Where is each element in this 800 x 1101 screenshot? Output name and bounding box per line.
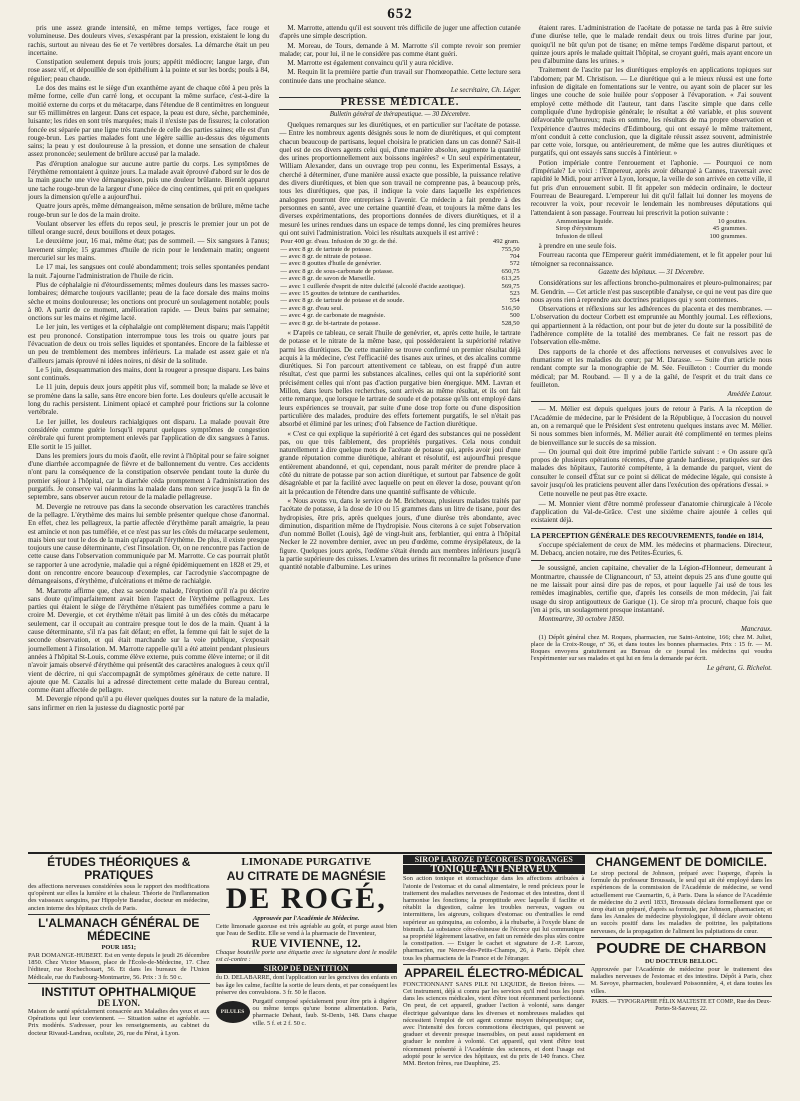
row-label: — avec 8 gr. d'eau seul. — [280, 304, 344, 312]
column-3 — [531, 24, 772, 850]
table-row — [279, 268, 520, 275]
paragraph: M. Marrotte est également convaincu qu'il y aura récidive. — [287, 59, 454, 68]
table-row — [279, 320, 520, 327]
section-subtitle: Bulletin général de thérapeutique. — 30 Décembre. — [329, 110, 471, 118]
section-title: PRESSE MÉDICALE. — [279, 97, 520, 109]
sirop-text: du D. DELABARRE, dont l'application sur les gencives des enfants en bas âge les calme, facilite la sortie de leurs dents, et par conséquent les préserve des convulsions. 3 fr. 50 le flacon. — [215, 974, 397, 996]
row-label: Sirop d'érysimum — [555, 225, 603, 233]
row-label: — avec 15 gouttes de teinture de cantharides. — [280, 289, 401, 297]
row-value: 528,50 — [501, 319, 520, 327]
ad-johnson — [591, 854, 773, 1097]
paragraph: Le 1er juillet, les douleurs rachialgiques ont disparu. La malade pouvait être considérée comme guérie lorsqu'il reparut quelques symptômes de congestion cérébrale qui furent promptement enlevés par l'application de dix sangsues à l'anus. Elle sortit le 15 juillet. — [28, 417, 270, 451]
paragraph: Potion impériale contre l'enrouement et l'aphonie. — Pourquoi ce nom d'impériale? Le voici : l'Empereur, après avoir débarqué à Cannes, traversait avec rapidité le Midi, pour arriver à Lyon, lorsque, la veille de son arrivée en cette ville, il fut pris d'un enrouement subit. Il fit appeler son médecin ordinaire, le docteur Fourreau de Beauregard. L'empereur lui dit qu'il fallait lui donner les moyens de recouvrer la voix, pour recevoir le lendemain les nombreuses députations qui l'attendaient à son passage. Fourreau lui prescrivit la potion suivante : — [530, 158, 772, 217]
row-value: 500 — [509, 312, 520, 320]
table-row — [279, 297, 520, 304]
table-row — [279, 275, 520, 282]
poudre-subtitle: DU DOCTEUR BELLOC. — [644, 957, 718, 965]
paragraph: Pas d'éruption analogue sur aucune autre partie du corps. Les symptômes de l'érythème remontaient à quinze jours. La malade avait éprouvé d'abord sur le dos de la main gauche une vive démangeaison, puis une douleur brûlante. Bientôt apparut une tache rouge-brun de la largeur d'une pièce de cinq centimes, qui prit en quelques jours la dimension qu'elle a aujourd'hui. — [28, 159, 270, 201]
divider — [531, 560, 772, 561]
table-row — [279, 238, 520, 245]
table-row — [279, 312, 520, 319]
row-label: — avec 8 gr. de savon de Marseille. — [280, 275, 375, 283]
row-value: 10 gouttes. — [717, 217, 747, 225]
paragraph: M. Marrotte, attendu qu'il est souvent très difficile de juger une affection cutanée d'après une simple description. — [279, 24, 521, 41]
paragraph: Quatre jours après, même démangeaison, même sensation de brûlure, même tache rouge-brun sur le dos de la main droite. — [28, 202, 270, 219]
page-number: 652 — [387, 6, 413, 22]
row-value: 755,50 — [501, 245, 520, 253]
row-value: 492 gram. — [492, 238, 520, 246]
paragraph: Le 17 mai, les sangsues ont coulé abondamment; trois selles spontanées pendant la nuit. J'ajourne l'administration de l'huile de ricin. — [28, 263, 270, 280]
row-label: — avec 8 gr. de tartrate de potasse. — [280, 245, 373, 253]
paragraph: « Nous avons vu, dans le service de M. Bricheteau, plusieurs malades traités par l'acétate de potasse, à la dose de 10 ou 15 grammes dans un litre de tisane, pour des hydropisies, être pris, après quelques jours, d'une diurèse très abondante, avec diminution, disparition même de l'hydropisie. Nous citerons à ce sujet l'observation d'un nommé Bollet (Louis), âgé de vingt-huit ans, ferblantier, qui entra à l'hôpital Necker le 22 novembre dernier, avec un peu d'œdème, comme érysipélateux, de la figure. Quelques jours après, l'œdème s'était étendu aux membres inférieurs jusqu'à la partie supérieure des cuisses. L'examen des urines fit reconnaître la présence d'une quantité notable d'albumine. Les urines — [279, 496, 521, 572]
gazette-subtitle: Gazette des hôpitaux. — 31 Décembre. — [598, 268, 705, 276]
paragraph: Observations et réflexions sur les adhérences du placenta et des membranes. — L'observation du docteur Corbett est empruntée au Monthly journal. Les réflexions, qui appartiennent à la rédaction, ont pour but de jeter du doute sur la possibilité de l'adhérence complète de la totalité des membranes. Ce fait ne ressort pas de l'observation elle-même. — [530, 305, 772, 347]
table-row — [279, 305, 520, 312]
paragraph: M. Marrotte affirme que, chez sa seconde malade, l'éruption qu'il n'a pu décrire sans doute qu'imparfaitement avait bien l'aspect de l'érythème pellagreux. Les parties qui étaient le siège de l'érythème n'étaient pas tuméfiées comme a paru le croire M. Devergie, et cet érythème n'était pas limité à un des côtés du métacarpe seulement, car il occupait au contraire presque tout le dos de la main. Quant à la cause déterminante, s'il n'a pas fait défaut; en effet, la femme qui fait le sujet de la seconde observation, et qui était marchande sur la voie publique, s'exposait journellement à l'insolation. M. Marrotte rappelle qu'il a été atteint pendant plusieurs années à l'hôpital St-Louis, comme élève externe, puis comme élève interne; or il dit n'avoir jamais observé d'érythème qui présentât des caractères analogues à ceux qu'il vient de décrire, ni qui s'accompagnât de symptômes généraux de cette nature. Il ajoute que M. Cazalis lui a adressé directement cette malade du Bureau central, comme étant affectée de pellagre. — [28, 586, 270, 695]
paragraph: M. Requin lit la première partie d'un travail sur l'homœopathie. Cette lecture sera continuée dans une prochaine séance. — [279, 68, 521, 85]
article-columns — [28, 24, 772, 850]
paragraph: « C'est ce qui explique la supériorité à cet égard des substances qui ne possèdent pas, ou que très faiblement, des propriétés purgatives. Cela nous conduit naturellement à dire quelque mots de l'acétate de potasse qui, après avoir joui d'une grande réputation comme diurétique, altérant et résolutif, est aujourd'hui presque entièrement abandonné, et qui, cependant, nous paraît mériter de prendre place à côté du nitrate de potasse par son action diurétique, et surtout par l'absence de goût désagréable et par la facilité avec laquelle on peut en élever la dose, pouvant qu'on ait la précaution de l'étendre dans une quantité suffisante de véhicule. — [279, 429, 521, 496]
pills-seal: PILULES DEHAUT — [216, 1001, 250, 1023]
institute-text: Maison de santé spécialement consacrée aux Maladies des yeux et aux Opérations qui leur conviennent. — Situation saine et agréable. — Prix modérés. S'adresser, pour les renseignements, au cabinet du docteur Rivaud-Landrau, oculiste, 26, rue du Pérat, à Lyon. — [28, 1008, 210, 1037]
paragraph: à prendre en une seule fois. — [538, 242, 617, 251]
paragraph: Le 1er juin, les vertiges et la céphalalgie ont complètement disparu; mais l'appétit est peu prononcé. Constipation interrompue tous les trois ou quatre jours par l'évacuation de deux ou trois selles liquides et spontanées. Encore de la faiblesse et un peu de tremblement des membres inférieurs. La malade est assez gaie et n'a d'ailleurs jamais éprouvé ni idées noires, ni désir de la solitude. — [28, 323, 270, 365]
news-item: — M. Mélier est depuis quelques jours de retour à Paris. A la réception de l'Académie de médecine, par le Président de la République, à l'occasion du nouvel an, on a remarqué que le Président s'est entretenu quelques instans avec M. Mélier. Si nous sommes bien informés, M. Mélier aurait été complimenté en termes pleins de bienveillance sur le succès de sa mission. — [530, 405, 772, 447]
paragraph: Traitement de l'ascite par les diurétiques employés en applications topiques sur l'abdomen; par M. Christison. — Le diurétique qui a le mieux réussi est une forte infusion de digitale en fomentations sur le ventre, ou ayant soin de placer sur les linges une couche de soie huilée pour s'opposer à l'évaporation. « J'ai souvent employé cette méthode dit l'auteur, tant dans l'ascite simple que dans celle compliquée d'une hydropisie générale; le résultat a été variable, et plus souvent défavorable qu'heureux; mais en somme, les résultats de ma propre observation et l'expérience d'autres médecins d'Edimbourg, qui ont essayé le même traitement, m'ont conduit à cette conclusion, que la digitale réussit assez souvent, administrée par cette voie, lorsque, ou antérieurement, de même que les autres diurétiques et purgatifs, qui ont essayés sans succès à l'intérieur. » — [530, 66, 772, 158]
ad-text: des affections nerveuses considérées sous le rapport des modifications qu'opèrent sur elles la lumière et la chaleur. Théorie de l'inflammation des vaisseaux sanguins, par Hippolyte Baraduc, docteur en médecine, ancien interne des hôpitaux civils de Paris. — [28, 883, 210, 912]
brand-name: DE ROGÉ, — [225, 882, 387, 915]
news-item: — On journal qui doit être imprimé publie l'article suivant : « On assure qu'à propos de plusieurs opérations récentes, d'une grande hardiesse, pratiquées sur des malades des hôpitaux, l'autorité compétente, à la demande du parquet, vient de consulter le conseil d'État sur ce point si délicat de médecine légale, qui consiste à savoir jusqu'où les praticiens peuvent aller dans l'exécution des opérations d'essai. » — [530, 447, 772, 490]
row-value: 516,50 — [501, 304, 520, 312]
divider — [531, 401, 772, 402]
almanac-year: POUR 1851; — [101, 943, 137, 951]
paragraph: Le deuxième jour, 16 mai, même état; pas de sommeil. — Six sangsues à l'anus; lavement simple; 15 grammes d'huile de ricin pour le lendemain matin; onguent mercuriel sur les mains. — [28, 237, 270, 263]
agency-title: LA PERCEPTION GÉNÉRALE DES RECOUVREMENTS, fondée en 1814, — [530, 531, 764, 540]
paragraph: Le 11 juin, depuis deux jours appétit plus vif, sommeil bon; la malade se lève et se promène dans la salle, sans être encore bien forte. Les douleurs qu'elle accusait le long du rachis persistent. Liniment opiacé et camphré pour frictions sur la colonne vertébrale. — [28, 383, 270, 417]
paragraph: « D'après ce tableau, ce serait l'huile de genévrier, et, après cette huile, le tartrate de potasse et le nitrate de la même base, qui posséderaient la supériorité relative parmi les diurétiques. De cette manière se trouve confirmé un premier résultat déjà acquis à la médecine, c'est l'efficacité des tisanes aux urines, et des alcalins comme diurétiques. Si l'on parcourt attentivement ce tableau, on est frappé d'un autre résultat, c'est que parmi les substances alcalines, celles qui ont la supériorité sont précisément celles qui n'ont pas d'action purgative bien énergique. MM. Lavran et Millon, dans leurs belles recherches, sont arrivés au même résultat, et ils ont fait cette remarque, que lorsque le tartrate de soude et de potasse qu'ils ont employé dans leurs expériences se trouvait, par suite d'une dose trop forte ou d'une disposition particulière des malades, produire des effets fortement purgatifs, le sel n'était pas absorbé et éliminé par les urines; d'où l'absence de l'action diurétique. — [279, 329, 521, 429]
row-label: — avec 8 gr. de sous-carbonate de potasse. — [280, 267, 394, 275]
table-row — [279, 283, 520, 290]
paragraph: M. Devergie ne retrouve pas dans la seconde observation les caractères tranchés de la pellagre. L'érythème des mains lui semble présenter quelque chose d'anormal. En effet, chez les pellagreux, la partie affectée d'érythème paraît amaigrie, la peau est amincie et non pas tuméfiée, et ce n'est pas sur les côtés du métacarpe seulement, mais bien sur tout le dos de la main qu'apparaît l'érythème. De plus, il existe presque toujours une cause déterminante, c'est l'insolation. Or, on ne rencontre pas l'action de cette cause dans l'observation communiquée par M. Marrotte. Ce cas pourrait plutôt se rapporter à une acrodynie, maladie qui a régné épidémiquement en 1828 et 29, et dont on rencontre encore beaucoup d'exemples, car l'acrodynie s'accompagne de démangeaisons, d'érythème, d'ulcérations et même de rachialgie. — [28, 502, 270, 586]
table-row — [279, 290, 520, 297]
paragraph: M. Devergie répond qu'il a pu élever quelques doutes sur la nature de la maladie, sans infirmer en rien la justesse du diagnostic porté par — [28, 695, 270, 712]
paragraph: Plus de céphalalgie ni d'étourdissements; mêmes douleurs dans les masses sacro-lombaires; démarche toujours vacillante; peau de la face dorsale des mains moins sèche et moins douloureuse; les onctions ont procuré un soulagement notable; pouls à 80. A partir de ce moment, amélioration rapide. — Deux bains par semaine; onctions sur les mains et régime lacté. — [28, 280, 270, 323]
row-label: — avec 8 gr. de bi-tartrate de potasse. — [280, 319, 381, 327]
agency-text: s'occupe spécialement de ceux de MM. les médecins et pharmaciens. Directeur, M. Debacq, ancien notaire, rue des Petites-Écuries, 6. — [530, 540, 772, 558]
news-item: — M. Monnier vient d'être nommé professeur d'anatomie chirurgicale à l'école d'application du Val-de-Grâce. C'est une sixième chaire ajoutée à celles qui existaient déjà. — [530, 499, 772, 525]
divider — [531, 528, 772, 529]
row-value: 572 — [509, 260, 520, 268]
pills-block — [216, 998, 398, 1038]
poudre-text: Approuvée par l'Académie de médecine pour le traitement des maladies nerveuses de l'estomac et des intestins. Dépôt à Paris, chez M. Savoye, pharmacien, boulevard Poissonnière, 4, et dans toutes les villes. — [590, 966, 772, 995]
paragraph: Fourreau raconta que l'Empereur guérit immédiatement, et le fit appeler pour lui témoigner sa reconnaissance. — [530, 251, 772, 268]
row-label: — avec 8 gr. de nitrate de potasse. — [280, 252, 371, 260]
paragraph: Le 5 juin, desquammation des mains, dont la rougeur a presque disparu. Les bains sont continués. — [28, 365, 270, 383]
author-signature: Amédée Latour. — [727, 390, 772, 399]
row-value: 523 — [509, 289, 520, 297]
row-label: Ammoniaque liquide. — [555, 217, 614, 225]
row-label: Pour 400 gr. d'eau. Infusion de 30 gr. de thé. — [280, 238, 398, 246]
ad-studies — [28, 854, 210, 1097]
testimonial-letter: Je soussigné, ancien capitaine, chevalier de la Légion-d'Honneur, demeurant à Montmartre, chaussée de Clignancourt, nº 53, atteint depuis 25 ans d'une goutte qui ne me laissait pour ainsi dire pas de repos, et pour laquelle j'ai usé de tous les remèdes imaginables, certifie que, d'après les conseils de mon médecin, j'ai fait usage du sirop antigoutteux de Garique (1). Ce sirop m'a procuré, chaque fois que j'en ai pris, un soulagement presque instantané. — [530, 564, 772, 614]
paragraph: étaient rares. L'administration de l'acétate de potasse ne tarda pas à être suivie d'une diurèse telle, que le malade rendait deux ou trois litres d'urine par jour, quoiqu'il ne bût qu'un pot de tisane; en même temps l'œdème disparut partout, et quinze jours après le malade quittait l'hôpital, se croyant guéri, mais ayant encore un peu d'albumine dans les urines. » — [530, 24, 772, 66]
column-2 — [279, 24, 520, 850]
ad-text: Cette limonade gazeuse est très agréable au goût, et purge aussi bien que l'eau de Sedlitz. Elle se vend à la pharmacie de l'inventeur, — [215, 923, 397, 938]
pills-text: Purgatif composé spécialement pour être pris à digérer ou même temps qu'une bonne alimentation. Paris, pharmacie Dehaut, faub. St-Denis, 148. Dans chaque ville. 5 f. et 2 f. 50 c. — [252, 998, 397, 1027]
institute-city: DE LYON. — [97, 997, 140, 1008]
column-1 — [28, 24, 269, 850]
paragraph: Dans les premiers jours du mois d'août, elle revint à l'hôpital pour se faire soigner d'une diarrhée accompagnée de fièvre et de ballonnement du ventre. Ces accidents n'ont paru la conséquence de la constipation observée pendant toute la durée du premier séjour à l'hôpital, car la diarrhée céda promptement à l'administration des purgatifs. Je conserve vai néanmoins la malade dans mon service jusqu'à la fin de septembre, sans observer aucun retour de la maladie pellagreuse. — [28, 451, 270, 502]
apparatus-text: FONCTIONNANT SANS PILE NI LIQUIDE, de Breton frères. — Cet instrument, déjà si connu par les services qu'il rend tous les jours dans les sciences médicales, vient d'être tout récemment perfectionné. On peut, de cet appareil, graduer l'action à volonté, sans danger électrique galvanique dans les diverses et nombreuses maladies qui nécessitent l'emploi de cet agent comme moyen thérapeutique; car, avec l'intensité des forces commotions électriques, qui peuvent se graduer et devenir presque insensibles, on peut aussi rapidement en graduer le nombre à volonté. Cet appareil, qui vient d'être tout récemment présenté à l'Académie des sciences, et dont l'usage est adopté pour le service des hôpitaux, est du prix de 140 francs. Chez MM. Breton frères, rue Dauphine, 25. — [403, 980, 585, 1068]
ad-text: Son action tonique et stomachique dans les affections atribuées à l'atonie de l'estomac et du canal alimentaire, le rend précieux pour le traitement des maladies nerveuses de l'estomac et des intestins, dont il harmonise les fonctions; la promptitude avec laquelle il facilite et rétablit la digestion, calme les troubles nerveux, vagues ou intermittens, les aigreurs, coliques d'estomac ou d'entrailles le rend supérieur au quinquina, au colombo, à la rhubarbe, à l'oxyde blanc de bismuth. La substance céto-résineuse de l'écorce qui lui communique sa propriété légèrement laxative, en fait un remède des plus sûrs contre la constipation. — Exiger le cachet et signature de J.-P. Laroze, pharmacien, rue Neuve-des-Petits-Champs, 26, à Paris. Dépôt chez tous les pharmaciens de la France et de l'étranger. — [403, 875, 585, 962]
paragraph: Considérations sur les affections broncho-pulmonaires et pleuro-pulmonaires; par M. Gendrin. — Cet article n'est pas susceptible d'analyse, ce qui ne veut pas dire que nous ayons rien à reprendre aux doctrines pratiques qui y sont contenues. — [530, 279, 772, 304]
advertisements — [28, 852, 772, 1097]
table-row — [279, 246, 520, 253]
poudre-title: POUDRE DE CHARBON — [591, 937, 773, 957]
paragraph: pris une assez grande intensité, en même temps vertiges, face rouge et volumineuse. Des douleurs vives, s'exaspérant par la pression, existaient le long du rachis, surtout au niveau des 6e et 7e vertèbres dorsales. La démarche était un peu incertaine. — [28, 24, 270, 57]
letter-place: Montmartre, 30 octobre 1850. — [538, 615, 625, 624]
footnote: (1) Dépôt général chez M. Roques, pharmacien, rue Saint-Antoine, 166; chez M. Juliet, place de la Croix-Rouge, nº 36, et dans toutes les bonnes pharmacies. Prix : 15 fr. — M. Roques envoyera gratuitement au Bureau de ce journal les médecins qui voudra l'expérimenter sur ses malades et qui lui en fera la demande par écrit. — [530, 633, 772, 663]
row-value: 650,75 — [501, 267, 520, 275]
table-row — [555, 233, 748, 240]
paragraph: Quelques remarques sur les diurétiques, et en particulier sur l'acétate de potasse. — Entre les nombreux agents désignés sous le nom de diurétiques, et qui comptent chacun beaucoup de partisans, lequel choisira le praticien dans un cas donné? Sait-il quel est de ces divers agents celui qui, d'une manière absolue, augmente la quantité des urines proportionnellement aux boissons ingérées? « Un seul expérimentateur, William Alexander, dans un ouvrage trop peu connu, les Experimental Essays, a cherché à déterminer, d'une manière aussi exacte que possible, la puissance relative des divers diurétiques, et bien que son travail ne comprenne pas, à beaucoup près, tous les diurétiques, que pas, il indique la voie dans laquelle les expériences analogues pourront être entreprises à l'avenir. Ce médecin a fait prendre à des personnes en santé, avec une certaine quantité d'eau, et toujours la même dans les diverses expérimentations, des proportions données de divers diurétiques, et il a mesuré les urines rendues dans un espace de temps donné, les cinq premières heures qui ont suivi l'administration. Voici les résultats auxquels il est arrivé : — [279, 120, 521, 237]
ad-title: LIMONADE PURGATIVE — [241, 856, 372, 868]
printer-imprint: PARIS. — TYPOGRAPHIE FÉLIX MALTESTE ET COMP., Rue des Deux-Portes-St-Sauveur, 22. — [591, 996, 773, 1013]
ad-title: CHANGEMENT DE DOMICILE. — [595, 855, 767, 869]
row-value: 704 — [509, 252, 520, 260]
paragraph: Le dos des mains est le siège d'un exanthème ayant de chaque côté à peu près la même forme, celle d'un carré long, et occupant la même surface, c'est-à-dire la moitié externe du corps et du métacarpe, dans l'étendue de 8 centimètres en longueur sur 65 millimètres en largeur. Dans cet espace, la peau est dure, sèche, parcheminée, luisante; les rides en sont très marquées; mais il n'existe pas de fissures; la coloration foncée est séparée par une ligne très tranchée de celle des parties saines; elle est d'un rouge-brun. Les parties malades font une légère saillie au-dessus des téguments sains; la peau y est douloureuse à la pression, et donne une sensation de chaleur assez prononcée; seulement de brûlure accusé par la malade. — [28, 84, 270, 159]
table-row — [555, 218, 748, 225]
row-label: — avec 8 gouttes d'huile de genévrier. — [280, 260, 382, 268]
row-value: 45 grammes. — [712, 225, 747, 233]
table-row — [279, 260, 520, 267]
paragraph: Constipation seulement depuis trois jours; appétit médiocre; langue large, d'un rose assez vif, et dépouillée de son épithélium à la pointe et sur les bords; pouls à 84, régulier; peau chaude. — [28, 58, 270, 83]
ad-title-2: AU CITRATE DE MAGNÉSIE — [226, 869, 386, 883]
shop-address: RUE VIVIENNE, 12. — [251, 935, 361, 950]
diuretics-table — [279, 238, 520, 327]
ad-sirop-laroze — [403, 854, 585, 1097]
ad-title: ÉTUDES THÉORIQUES & PRATIQUES — [47, 855, 191, 882]
almanac-title: L'ALMANACH GÉNÉRAL DE MÉDECINE — [28, 914, 210, 943]
ad-limonade — [216, 854, 398, 1097]
row-value: 613,25 — [501, 275, 520, 283]
institute-title: INSTITUT OPHTHALMIQUE — [28, 983, 210, 999]
sirop-banner: SIROP DE DENTITION — [216, 964, 398, 973]
potion-recipe — [555, 218, 748, 240]
approval: Approuvée par l'Académie de Médecine. — [253, 915, 360, 922]
apparatus-title: APPAREIL ÉLECTRO-MÉDICAL — [404, 965, 584, 980]
gerant-signature: Le gérant, G. Richelot. — [706, 663, 772, 672]
table-row — [555, 225, 748, 232]
paragraph: Voulant observer les effets du repos seul, je prescris le premier jour un pot de tilleul orange sucré, deux bouillons et deux potages. — [28, 219, 270, 237]
secretary-signature: Le secrétaire, Ch. Léger. — [450, 86, 521, 95]
news-item: Cette nouvelle ne peut pas être exacte. — [538, 490, 648, 499]
row-value: 100 grammes. — [709, 232, 747, 240]
row-label: — avec 8 gr. de tartrate de potasse et de soude. — [280, 297, 405, 305]
paragraph: M. Moreau, de Tours, demande à M. Marrotte s'il compte revoir son premier malade; car, pour lui, il ne le considère pas comme étant guéri. — [279, 41, 521, 58]
almanac-text: PAR DOMANGE-HUBERT. Est en vente depuis le jeudi 26 décembre 1850. Chez Victor Masson, place de l'École-de-Médecine, 17. Chez l'éditeur, rue Rochechouart, 56. Et dans les bureaux de l'Union Médicale, rue du Faubourg-Montmartre, 56. Prix : 3 fr. 50 c. — [28, 952, 210, 981]
ad-title: SIROP LAROZE D'ÉCORCES D'ORANGES — [403, 855, 585, 864]
row-value: 554 — [509, 297, 520, 305]
row-label: — avec 1 cuillerée d'esprit de nitre dulcifié (alcoolé d'acide azotique). — [280, 282, 465, 290]
row-label: — avec 4 gr. de carbonate de magnésie. — [280, 312, 386, 320]
table-row — [279, 253, 520, 260]
signature-note: Chaque bouteille porte une étiquette avec la signature dont le modèle est ci-contre : — [215, 948, 397, 964]
letter-signature: Mancraux. — [741, 624, 772, 633]
ad-text: Le sirop pectoral de Johnson, préparé avec l'asperge, d'après la formule du professeur Broussais, le seul qui ait été employé dans les expériences de la commission de l'Académie de médecine, se vend actuellement rue Caumartin, 6, à Paris. Dans la séance de l'Académie de médecine du 2 avril 1833, Broussais déclara formellement que ce sirop était un préparé, d'après sa formule, par Johnson, pharmacien; et dans les Annales de médecine physiologique, il déclare avoir obtenu un succès positif dans les maladies de poitrine, les palpitations nerveuses, de la propagation de l'aliment les palpitations de cœur. — [590, 870, 772, 935]
ad-subtitle: TONIQUE ANTI-NERVEUX — [403, 865, 585, 874]
row-label: Infusion de tilleul — [555, 232, 603, 240]
paragraph: Des rapports de la chorée et des affections nerveuses et convulsives avec le rhumatisme et les maladies du cœur; par M. Darasse. — Suite d'un article nous rendant compte sur la monographie de M. Sée. Feuilleton : Courrier du monde médical; par M. Rouband. — Il y a de la gaîté, de l'esprit et du trait dans ce feuilleton. — [530, 347, 772, 389]
row-value: 569,75 — [501, 282, 520, 290]
